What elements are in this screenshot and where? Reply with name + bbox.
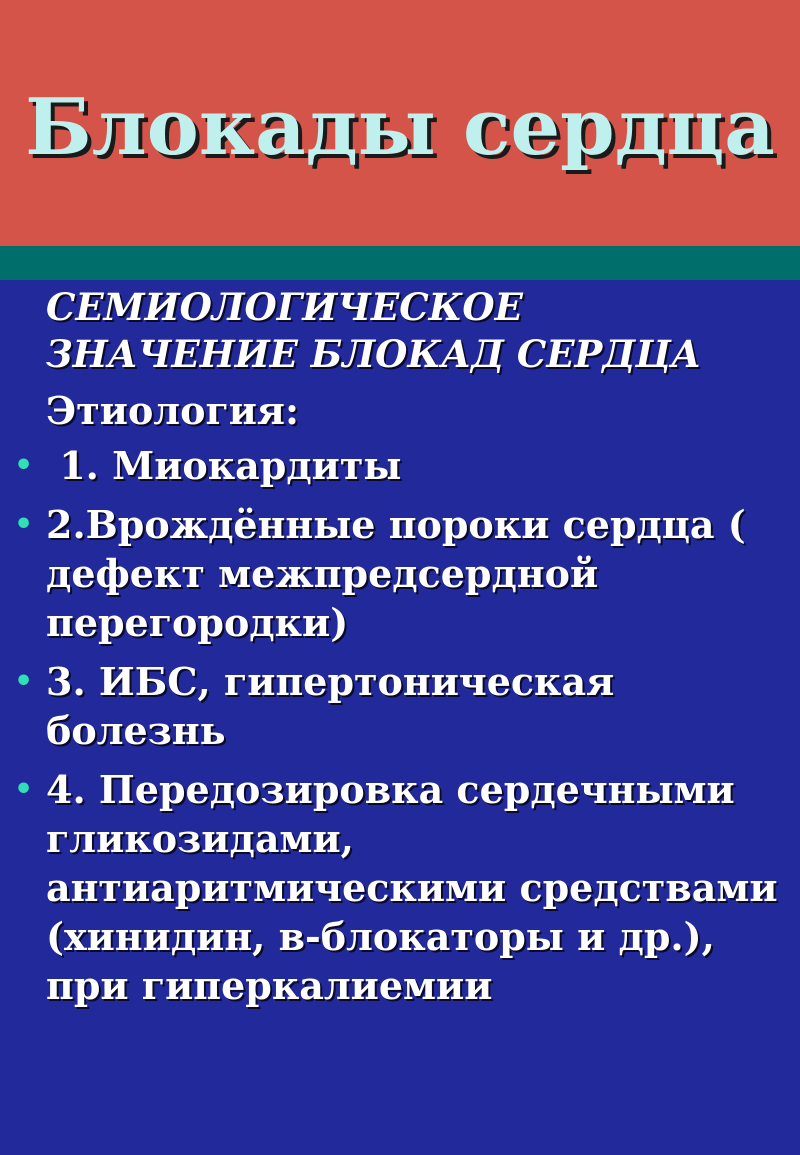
list-item — [0, 441, 786, 490]
list-item-text: 2.Врождённые пороки сердца ( дефект межпредсердной перегородки) — [46, 502, 746, 645]
slide-title: Блокады сердца — [25, 82, 775, 173]
list-item-text: 1. Миокардиты — [46, 443, 402, 488]
divider-stripe — [0, 246, 800, 280]
list-item — [0, 500, 786, 647]
bullet-icon: • — [14, 664, 34, 699]
etiology-list — [0, 441, 800, 1010]
list-item — [0, 765, 786, 1010]
bullet-icon: • — [14, 507, 34, 542]
title-band — [0, 0, 800, 246]
bullet-icon: • — [14, 772, 34, 807]
list-item-text: 4. Передозировка сердечными гликозидами, антиаритмическими средствами (хинидин, в-блокаторы и др.), при гиперкалиемии — [46, 767, 778, 1008]
list-item-text: 3. ИБС, гипертоническая болезнь — [46, 659, 615, 753]
slide-body — [0, 284, 800, 1020]
etiology-label: Этиология: — [46, 388, 300, 433]
bullet-icon: • — [14, 448, 34, 483]
slide-subtitle: СЕМИОЛОГИЧЕСКОЕ ЗНАЧЕНИЕ БЛОКАД СЕРДЦА — [46, 285, 702, 376]
list-item — [0, 657, 786, 755]
